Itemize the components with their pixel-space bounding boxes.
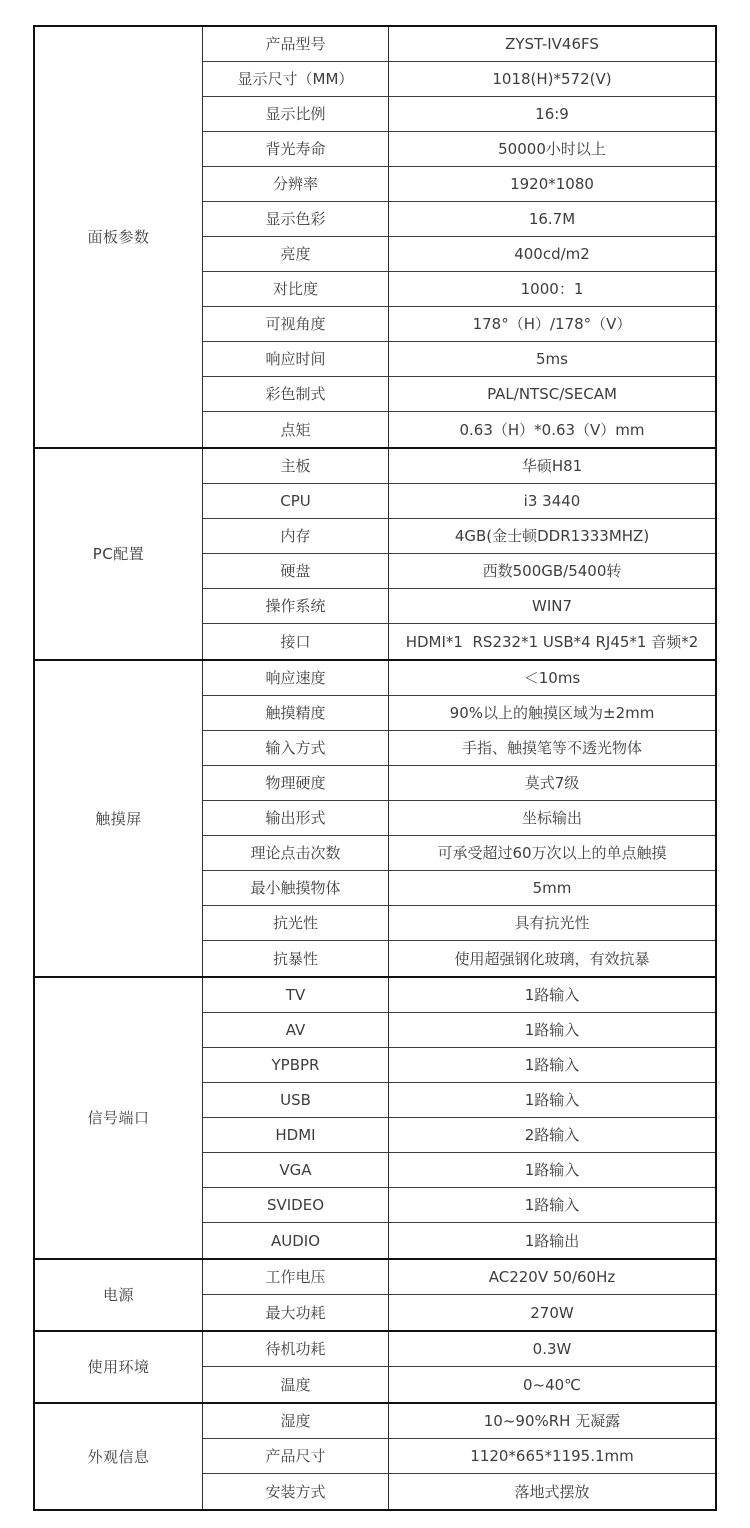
value-cell: 5mm bbox=[389, 871, 715, 906]
value-cell: ZYST-IV46FS bbox=[389, 27, 715, 62]
param-cell: 抗暴性 bbox=[203, 941, 389, 976]
value-cell: 1路输出 bbox=[524, 1231, 580, 1250]
param-cell: 背光寿命 bbox=[203, 132, 389, 167]
param-cell: 响应时间 bbox=[203, 342, 389, 377]
param-cell: 分辨率 bbox=[203, 167, 389, 202]
param-cell: 硬盘 bbox=[203, 554, 389, 589]
param-cell: USB bbox=[203, 1083, 389, 1118]
value-cell: 90%以上的触摸区域为±2mm bbox=[389, 696, 715, 731]
param-cell: 显示比例 bbox=[203, 97, 389, 132]
param-cell: 工作电压 bbox=[203, 1260, 389, 1295]
param-cell: 响应速度 bbox=[203, 661, 389, 696]
param-cell: 产品型号 bbox=[203, 27, 389, 62]
param-cell: 操作系统 bbox=[203, 589, 389, 624]
param-cell: 可视角度 bbox=[203, 307, 389, 342]
spec-section bbox=[35, 1402, 715, 1509]
param-cell: 触摸精度 bbox=[203, 696, 389, 731]
value-cell: 2路输入 bbox=[389, 1118, 715, 1153]
value-cell: 1路输入 bbox=[389, 1188, 715, 1223]
param-cell: SVIDEO bbox=[203, 1188, 389, 1223]
category-cell: PC配置 bbox=[35, 449, 203, 659]
value-cell: ＜10ms bbox=[389, 661, 715, 696]
value-cell: 50000小时以上 bbox=[389, 132, 715, 167]
value-cell: 270W bbox=[530, 1303, 574, 1322]
value-cell: 178°（H）/178°（V） bbox=[389, 307, 715, 342]
value-cell: PAL/NTSC/SECAM bbox=[389, 377, 715, 412]
value-cell: 1018(H)*572(V) bbox=[389, 62, 715, 97]
param-cell: 湿度 bbox=[203, 1404, 389, 1439]
param-cell: 待机功耗 bbox=[203, 1332, 389, 1367]
spec-section bbox=[35, 976, 715, 1258]
product-spec-table bbox=[33, 25, 717, 1511]
param-cell: VGA bbox=[203, 1153, 389, 1188]
value-cell: 1120*665*1195.1mm bbox=[389, 1439, 715, 1474]
param-cell: HDMI bbox=[203, 1118, 389, 1153]
param-cell: YPBPR bbox=[203, 1048, 389, 1083]
param-cell: 接口 bbox=[203, 624, 389, 659]
category-cell: 触摸屏 bbox=[35, 661, 203, 976]
value-cell: WIN7 bbox=[389, 589, 715, 624]
value-cell: 1000：1 bbox=[389, 272, 715, 307]
value-cell: 16.7M bbox=[389, 202, 715, 237]
param-cell: 输出形式 bbox=[203, 801, 389, 836]
param-cell: 物理硬度 bbox=[203, 766, 389, 801]
spec-section bbox=[35, 1258, 715, 1330]
category-cell: 使用环境 bbox=[35, 1332, 203, 1402]
param-cell: 抗光性 bbox=[203, 906, 389, 941]
value-cell: 4GB(金士顿DDR1333MHZ) bbox=[389, 519, 715, 554]
category-cell: 信号端口 bbox=[35, 978, 203, 1258]
spec-section bbox=[35, 659, 715, 976]
value-cell: 1920*1080 bbox=[389, 167, 715, 202]
value-cell: 16:9 bbox=[389, 97, 715, 132]
spec-section bbox=[35, 447, 715, 659]
param-cell: CPU bbox=[203, 484, 389, 519]
value-cell: 可承受超过60万次以上的单点触摸 bbox=[389, 836, 715, 871]
param-cell: AV bbox=[203, 1013, 389, 1048]
value-cell: 坐标输出 bbox=[389, 801, 715, 836]
param-cell: 温度 bbox=[203, 1367, 389, 1402]
value-cell: 手指、触摸笔等不透光物体 bbox=[389, 731, 715, 766]
value-cell: 西数500GB/5400转 bbox=[389, 554, 715, 589]
param-cell: 输入方式 bbox=[203, 731, 389, 766]
spec-section bbox=[35, 1330, 715, 1402]
value-cell: 华硕H81 bbox=[389, 449, 715, 484]
value-cell: i3 3440 bbox=[389, 484, 715, 519]
param-cell: 亮度 bbox=[203, 237, 389, 272]
param-cell: 安装方式 bbox=[203, 1474, 389, 1509]
param-cell: 最小触摸物体 bbox=[203, 871, 389, 906]
param-cell: 理论点击次数 bbox=[203, 836, 389, 871]
param-cell: 显示尺寸（MM） bbox=[203, 62, 389, 97]
param-cell: 显示色彩 bbox=[203, 202, 389, 237]
value-cell: 莫式7级 bbox=[389, 766, 715, 801]
value-cell: 10~90%RH 无凝露 bbox=[389, 1404, 715, 1439]
param-cell: 主板 bbox=[203, 449, 389, 484]
value-cell: 具有抗光性 bbox=[389, 906, 715, 941]
value-cell: 1路输入 bbox=[389, 1013, 715, 1048]
spec-section bbox=[35, 27, 715, 447]
category-cell: 面板参数 bbox=[35, 27, 203, 447]
value-cell: HDMI*1 RS232*1 USB*4 RJ45*1 音频*2 bbox=[405, 632, 699, 651]
param-cell: 对比度 bbox=[203, 272, 389, 307]
value-cell: 0.3W bbox=[389, 1332, 715, 1367]
param-cell: TV bbox=[203, 978, 389, 1013]
value-cell: 400cd/m2 bbox=[389, 237, 715, 272]
value-cell: 1路输入 bbox=[389, 1048, 715, 1083]
value-cell: AC220V 50/60Hz bbox=[389, 1260, 715, 1295]
value-cell: 1路输入 bbox=[389, 1083, 715, 1118]
category-cell: 电源 bbox=[35, 1260, 203, 1330]
value-cell: 1路输入 bbox=[389, 978, 715, 1013]
param-cell: 点矩 bbox=[203, 412, 389, 447]
value-cell: 0.63（H）*0.63（V）mm bbox=[459, 420, 645, 439]
param-cell: AUDIO bbox=[203, 1223, 389, 1258]
value-cell: 落地式摆放 bbox=[514, 1482, 590, 1501]
param-cell: 彩色制式 bbox=[203, 377, 389, 412]
param-cell: 产品尺寸 bbox=[203, 1439, 389, 1474]
category-cell: 外观信息 bbox=[35, 1404, 203, 1509]
value-cell: 使用超强钢化玻璃，有效抗暴 bbox=[454, 949, 650, 968]
value-cell: 1路输入 bbox=[389, 1153, 715, 1188]
value-cell: 5ms bbox=[389, 342, 715, 377]
value-cell: 0~40℃ bbox=[522, 1375, 582, 1394]
param-cell: 最大功耗 bbox=[203, 1295, 389, 1330]
param-cell: 内存 bbox=[203, 519, 389, 554]
